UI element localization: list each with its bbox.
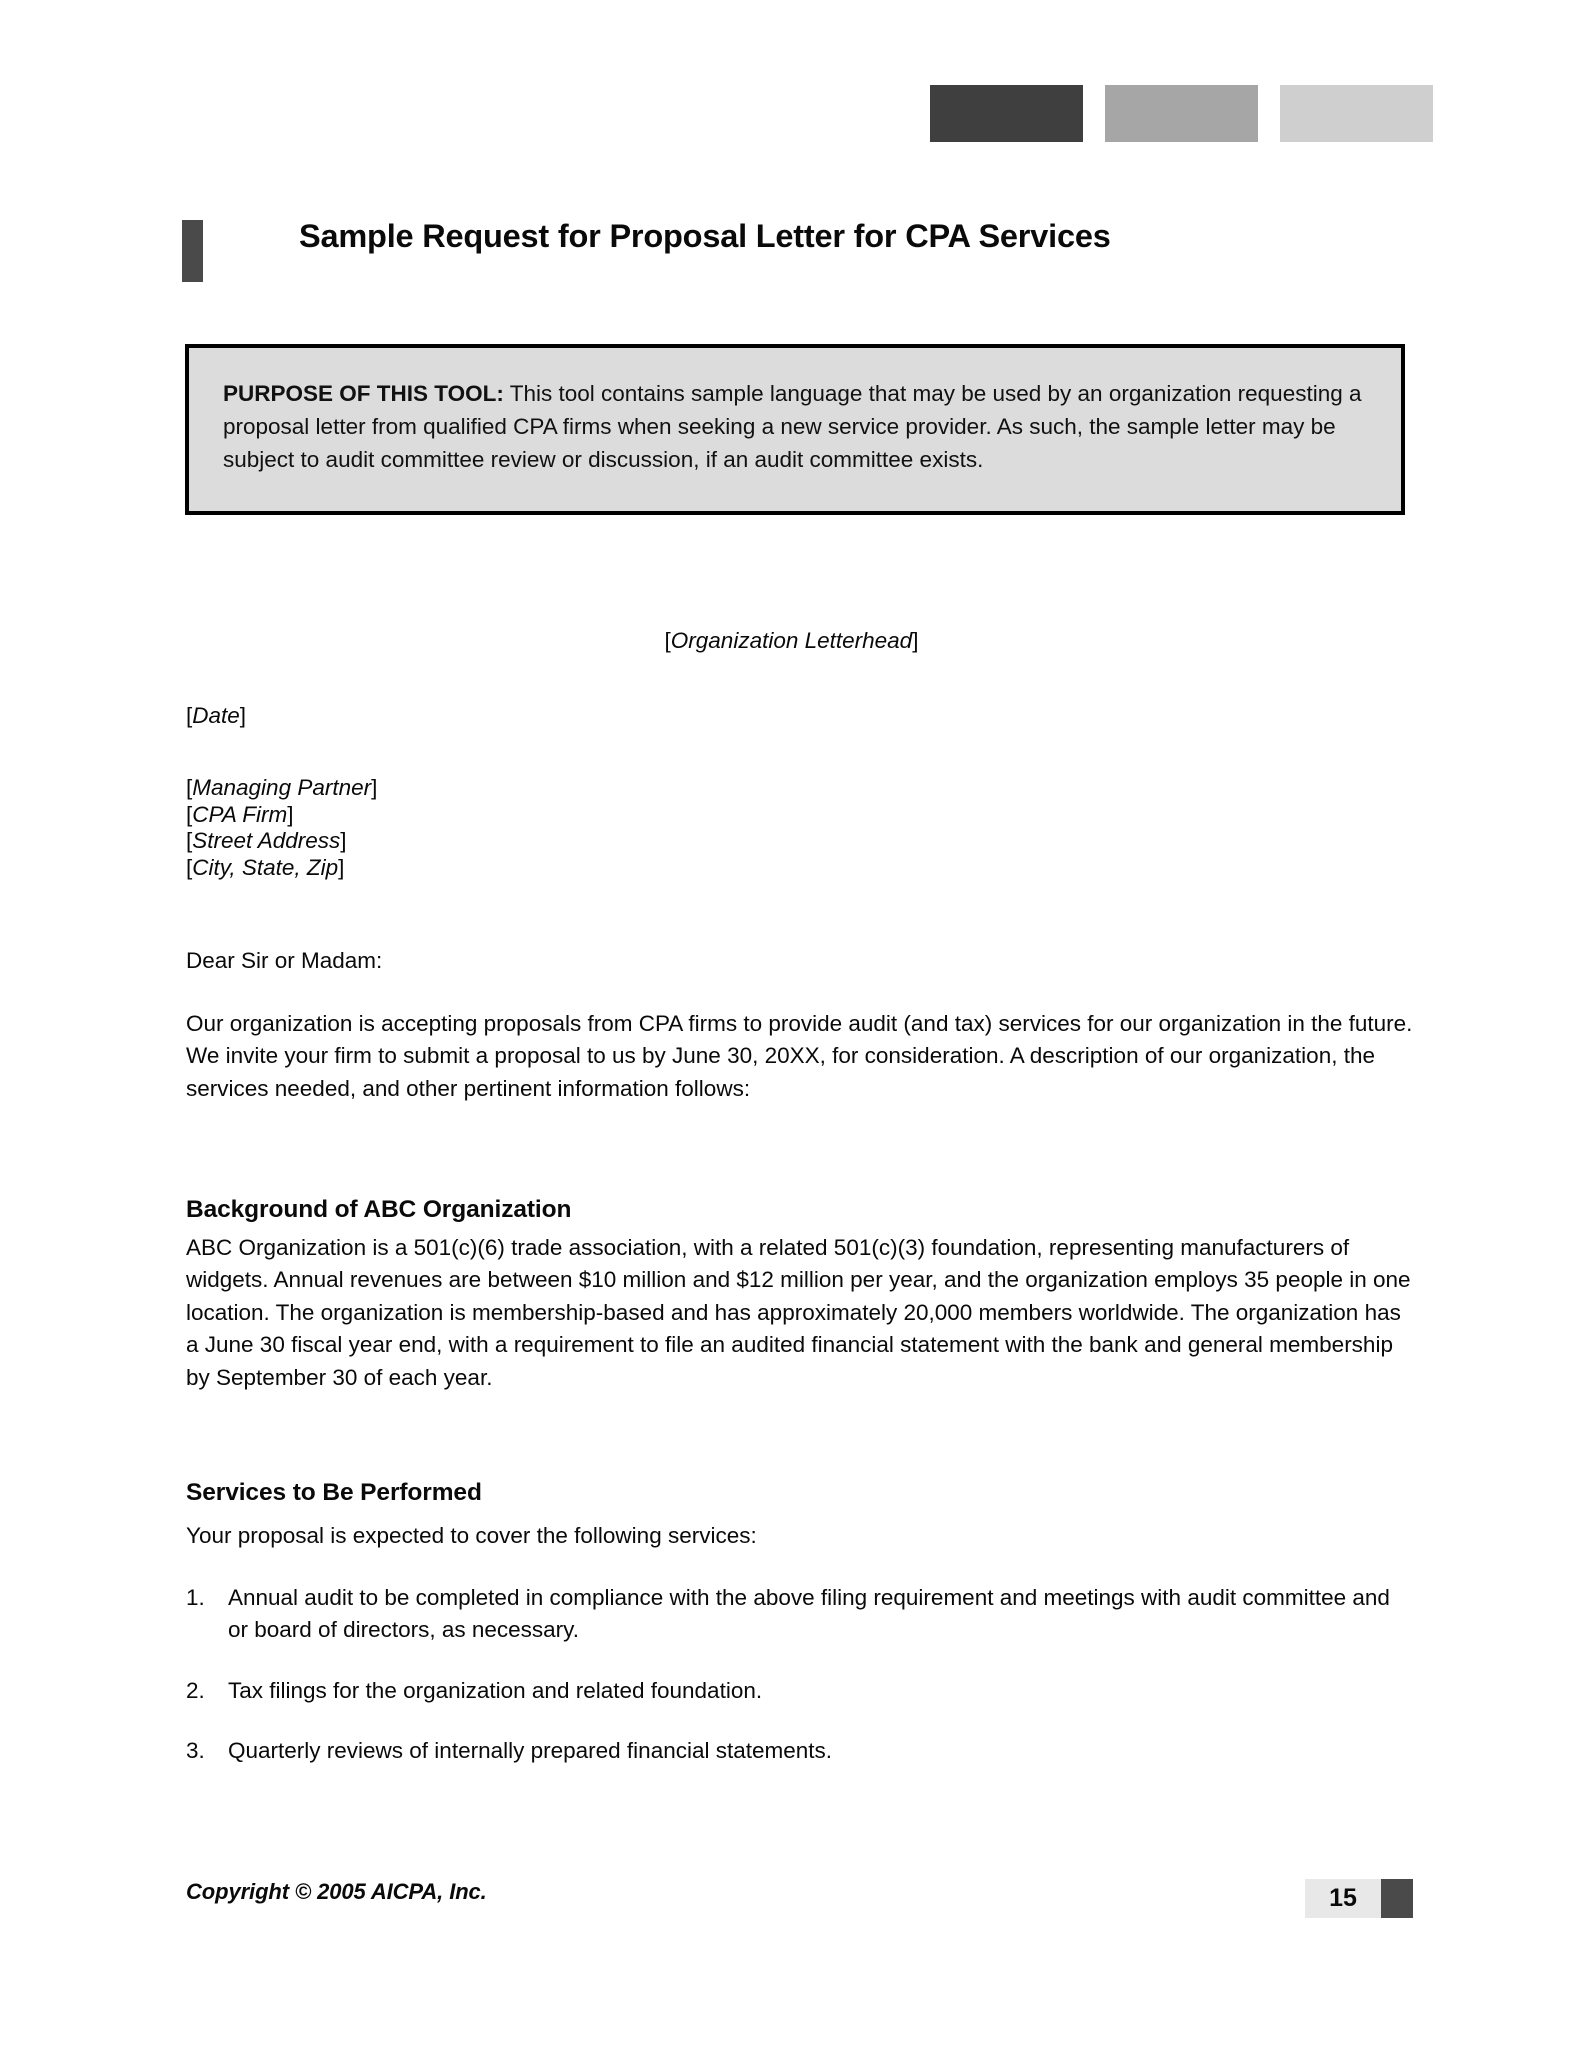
list-item-number: 3. [186,1738,205,1764]
address-line-label: Street Address [192,828,341,854]
bracket-open: [ [186,703,193,728]
address-line [186,775,1416,802]
intro-paragraph: Our organization is accepting proposals from CPA firms to provide audit (and tax) services for our organization in the future. We invite your firm to submit a proposal to us by June 30, 20XX, for consideration. A description of our organization, the services needed, and other pertinent information follows: [186,1011,1413,1101]
list-item [186,1675,1416,1707]
bracket-open: [ [664,628,671,653]
list-item-text: Annual audit to be completed in compliance with the above filing requirement and meetings with audit committee and or board of directors, as necessary. [228,1585,1390,1643]
bracket-close: ] [239,703,247,728]
purpose-callout-box [185,344,1405,515]
list-item-number: 2. [186,1677,205,1703]
bracket-close: ] [371,775,378,800]
list-item-number: 1. [186,1585,205,1610]
title-accent-bar [182,220,203,282]
bracket-open: [ [186,801,193,827]
address-line [186,828,1416,855]
list-item [186,1735,1416,1767]
address-line-label: City, State, Zip [192,854,339,880]
salutation: Dear Sir or Madam: [186,948,383,973]
services-list [186,1582,1416,1796]
purpose-text [223,378,1367,477]
header-decoration [930,85,1433,142]
letterhead-placeholder [0,628,1583,654]
page-number-group [1305,1879,1413,1918]
bracket-close: ] [912,628,919,653]
address-line [186,802,1416,829]
date-placeholder [186,700,1416,732]
background-paragraph: ABC Organization is a 501(c)(6) trade association, with a related 501(c)(3) foundation, representing manufacturers of widgets. Annual revenues are between $10 million and $12 million per year, and the organization employs 35 people in one location. The organization is membership-based and has approximately 20,000 members worldwide. The organization has a June 30 fiscal year end, with a requirement to file an audited financial statement with the bank and general membership by September 30 of each year. [186,1235,1411,1390]
header-block-dark [930,85,1083,142]
bracket-close: ] [338,854,345,880]
services-heading: Services to Be Performed [186,1479,482,1506]
recipient-address-block [186,775,1416,881]
page-number: 15 [1305,1879,1381,1918]
purpose-lead-label: PURPOSE OF THIS TOOL: [223,381,504,406]
list-item [186,1582,1416,1647]
copyright-notice: Copyright © 2005 AICPA, Inc. [186,1879,487,1904]
letterhead-label: Organization Letterhead [670,628,913,653]
list-item-text: Tax filings for the organization and related foundation. [228,1677,763,1703]
bracket-open: [ [186,854,193,880]
page-number-accent-square [1381,1879,1413,1918]
address-line-label: Managing Partner [192,775,372,800]
services-lead-text: Your proposal is expected to cover the following services: [186,1523,757,1548]
address-line [186,855,1416,882]
page-title-row [182,218,1463,282]
list-item-text: Quarterly reviews of internally prepared financial statements. [228,1738,833,1764]
background-heading: Background of ABC Organization [186,1196,572,1223]
header-block-mid [1105,85,1258,142]
address-line-label: CPA Firm [192,801,288,827]
bracket-open: [ [186,775,193,800]
bracket-close: ] [287,801,294,827]
purpose-body-text: This tool contains sample language that may be used by an organization requesting a proposal letter from qualified CPA firms when seeking a new service provider. As such, the sample letter may be subject to audit committee review or discussion, if an audit committee exists. [223,381,1362,472]
bracket-close: ] [340,828,347,854]
page-title: Sample Request for Proposal Letter for CPA Services [299,218,1111,254]
header-block-light [1280,85,1433,142]
date-label: Date [192,703,240,728]
bracket-open: [ [186,828,193,854]
